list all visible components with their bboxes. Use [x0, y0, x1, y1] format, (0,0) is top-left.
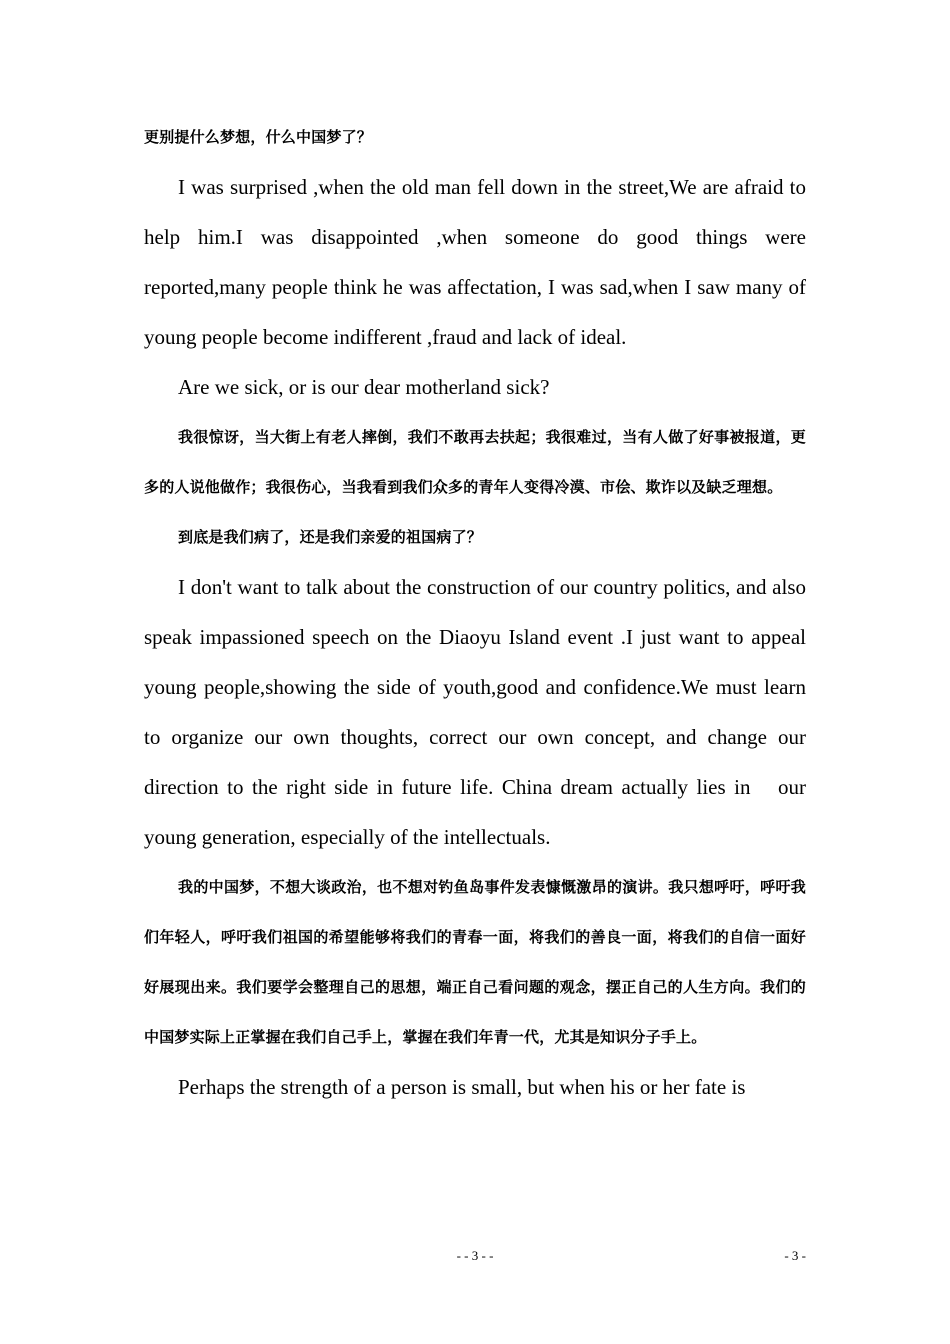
paragraph-cn-2: 我很惊讶，当大街上有老人摔倒，我们不敢再去扶起；我很难过，当有人做了好事被报道，更多的人说他做作；我很伤心，当我看到我们众多的青年人变得冷漠、市侩、欺诈以及缺乏理想。	[144, 428, 806, 496]
page-number-right: - 3 -	[784, 1248, 806, 1263]
paragraph-en-1: I was surprised ,when the old man fell down in the street,We are afraid to help him.I was disappointed ,when someone do good things were reported,many people think he was affectation, I was sad,when I saw many of young people become indifferent ,fraud and lack of ideal.	[144, 175, 806, 349]
document-body	[144, 112, 806, 1112]
paragraph-cn-1: 更别提什么梦想，什么中国梦了？	[144, 128, 373, 146]
paragraph-cn-4: 我的中国梦，不想大谈政治，也不想对钓鱼岛事件发表慷慨激昂的演讲。我只想呼吁，呼吁我们年轻人，呼吁我们祖国的希望能够将我们的青春一面，将我们的善良一面，将我们的自信一面好好展现出来。我们要学会整理自己的思想，端正自己看问题的观念，摆正自己的人生方向。我们的中国梦实际上正掌握在我们自己手上，掌握在我们年青一代，尤其是知识分子手上。	[144, 878, 806, 1046]
paragraph-en-3: I don't want to talk about the construction of our country politics, and also speak impassioned speech on the Diaoyu Island event .I just want to appeal young people,showing the side of youth,good and confidence.We must learn to organize our own thoughts, correct our own concept, and change our direction to the right side in future life. China dream actually lies in our young generation, especially of the intellectuals.	[144, 575, 806, 849]
paragraph-en-2: Are we sick, or is our dear motherland sick?	[178, 375, 550, 399]
paragraph-en-4: Perhaps the strength of a person is small, but when his or her fate is	[178, 1075, 746, 1099]
page-number-center: - - 3 - -	[456, 1248, 494, 1263]
paragraph-cn-3: 到底是我们病了，还是我们亲爱的祖国病了？	[178, 528, 483, 546]
